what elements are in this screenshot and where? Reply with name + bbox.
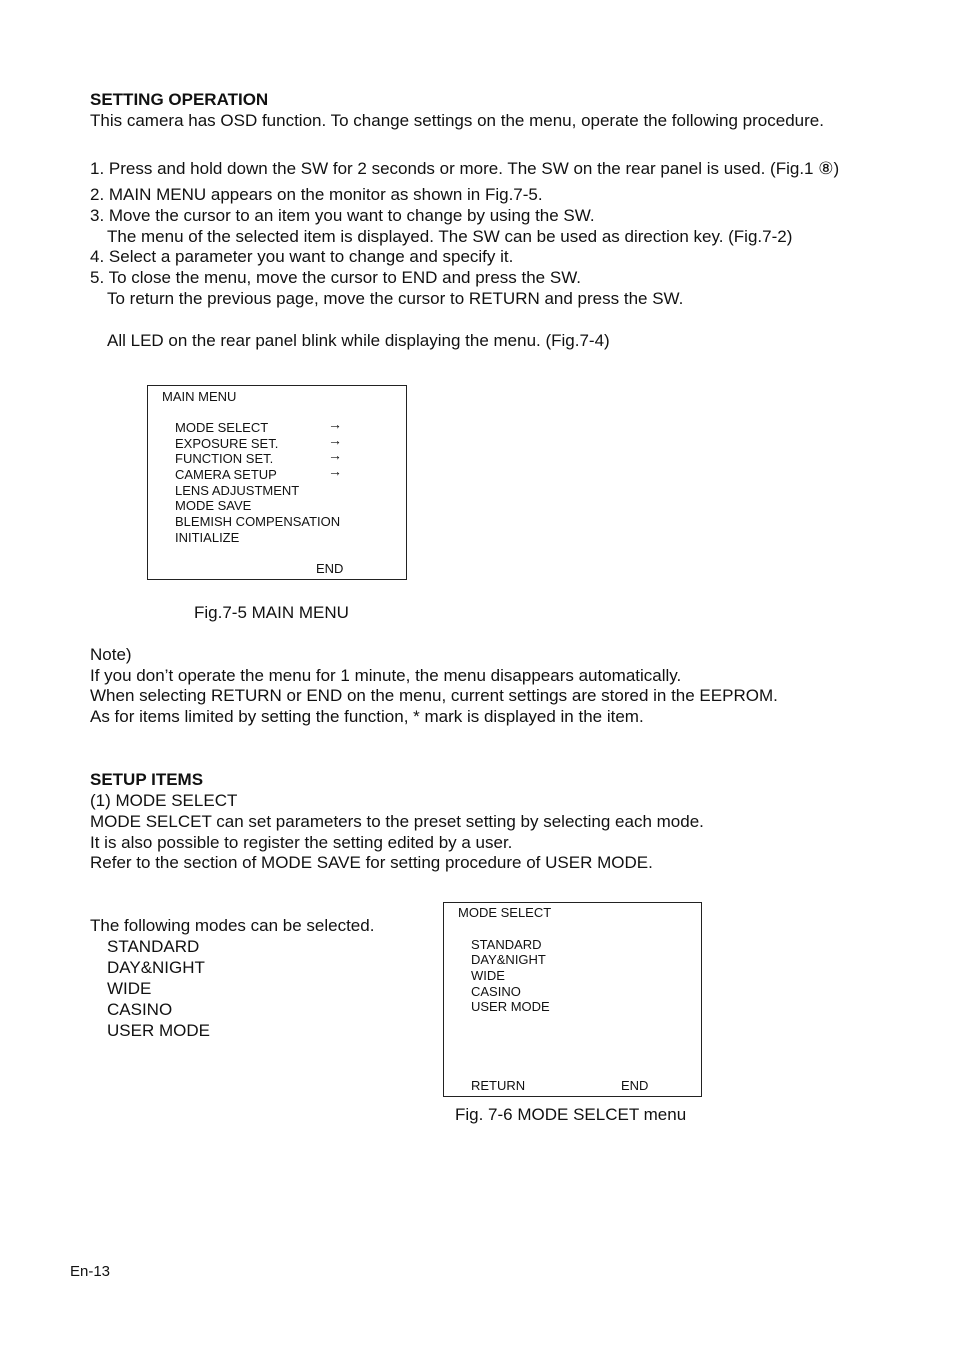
step-1: 1. Press and hold down the SW for 2 seconds or more. The SW on the rear panel is used. (Fig.1 ⑧)	[90, 159, 840, 178]
note-line: If you don’t operate the menu for 1 minute, the menu disappears automatically.	[90, 666, 682, 685]
main-menu-item: EXPOSURE SET.	[175, 436, 279, 451]
step-3-detail: The menu of the selected item is displayed. The SW can be used as direction key. (Fig.7-2)	[107, 227, 793, 246]
mode-select-return: RETURN	[471, 1078, 526, 1093]
mode-list-item: WIDE	[107, 979, 152, 998]
mode-select-caption: Fig. 7-6 MODE SELCET menu	[455, 1105, 687, 1124]
mode-select-item: CASINO	[471, 984, 521, 999]
main-menu-end: END	[316, 561, 344, 576]
mode-select-figure	[443, 902, 702, 1097]
setup-text: MODE SELCET can set parameters to the preset setting by selecting each mode.	[90, 812, 704, 831]
main-menu-caption: Fig.7-5 MAIN MENU	[194, 603, 349, 622]
mode-select-title: MODE SELECT	[458, 905, 552, 920]
step-5: 5. To close the menu, move the cursor to END and press the SW.	[90, 268, 582, 287]
page-number: En-13	[70, 1263, 111, 1280]
mode-list-item: CASINO	[107, 1000, 173, 1019]
mode-list-item: DAY&NIGHT	[107, 958, 205, 977]
mode-select-item: USER MODE	[471, 999, 550, 1014]
mode-select-end: END	[621, 1078, 649, 1093]
setup-text: Refer to the section of MODE SAVE for setting procedure of USER MODE.	[90, 853, 653, 872]
mode-select-item: STANDARD	[471, 937, 542, 952]
mode-select-item: DAY&NIGHT	[471, 952, 546, 967]
mode-list-item: STANDARD	[107, 937, 200, 956]
setup-text: It is also possible to register the setting edited by a user.	[90, 833, 513, 852]
arrow-right-icon: →	[328, 463, 342, 479]
mode-select-item: WIDE	[471, 968, 505, 983]
arrow-right-icon: →	[328, 416, 342, 432]
main-menu-item: LENS ADJUSTMENT	[175, 483, 300, 498]
step-2: 2. MAIN MENU appears on the monitor as shown in Fig.7-5.	[90, 185, 543, 204]
arrow-right-icon: →	[328, 432, 342, 448]
main-menu-item: BLEMISH COMPENSATION	[175, 514, 341, 529]
main-menu-item: MODE SELECT	[175, 420, 269, 435]
section-heading-setting-operation: SETTING OPERATION	[90, 90, 269, 109]
step-4: 4. Select a parameter you want to change and specify it.	[90, 247, 514, 266]
subheading-mode-select: (1) MODE SELECT	[90, 791, 238, 810]
main-menu-item: FUNCTION SET.	[175, 451, 274, 466]
led-note: All LED on the rear panel blink while displaying the menu. (Fig.7-4)	[107, 331, 610, 350]
arrow-right-icon: →	[328, 447, 342, 463]
modes-intro: The following modes can be selected.	[90, 916, 375, 935]
step-5-detail: To return the previous page, move the cursor to RETURN and press the SW.	[107, 289, 684, 308]
note-line: As for items limited by setting the function, * mark is displayed in the item.	[90, 707, 644, 726]
main-menu-item: MODE SAVE	[175, 498, 252, 513]
main-menu-figure	[147, 385, 407, 580]
note-line: When selecting RETURN or END on the menu, current settings are stored in the EEPROM.	[90, 686, 778, 705]
step-3: 3. Move the cursor to an item you want to change by using the SW.	[90, 206, 595, 225]
mode-list-item: USER MODE	[107, 1021, 210, 1040]
note-label: Note)	[90, 645, 132, 664]
section-heading-setup-items: SETUP ITEMS	[90, 770, 204, 789]
main-menu-item: CAMERA SETUP	[175, 467, 277, 482]
main-menu-title: MAIN MENU	[162, 389, 237, 404]
intro-text: This camera has OSD function. To change settings on the menu, operate the following procedure.	[90, 111, 824, 130]
main-menu-item: INITIALIZE	[175, 530, 240, 545]
